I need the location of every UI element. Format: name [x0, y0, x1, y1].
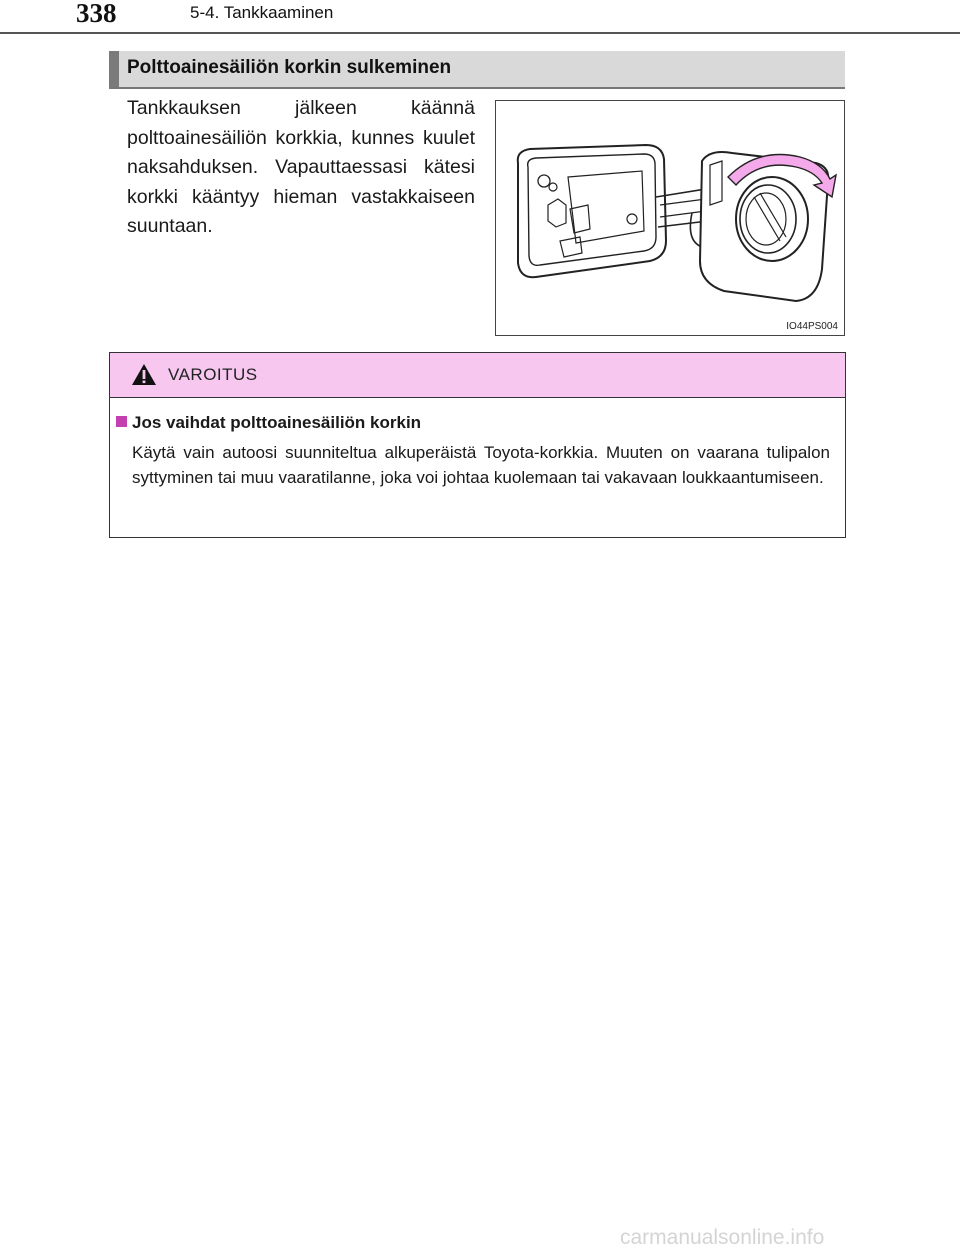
fuel-cap-illustration [495, 100, 845, 336]
header-rule [0, 32, 960, 34]
fuel-door-drawing [496, 101, 846, 337]
warning-triangle-icon [131, 363, 157, 386]
warning-header [110, 353, 845, 398]
warning-item-title-text: Jos vaihdat polttoainesäiliön korkin [132, 413, 422, 432]
warning-box [109, 352, 846, 538]
square-bullet-icon [116, 416, 127, 427]
page-number: 338 [76, 0, 117, 28]
section-heading [109, 51, 845, 89]
watermark: carmanualsonline.info [620, 1226, 825, 1249]
warning-label: VAROITUS [168, 365, 258, 384]
figure-code: IO44PS004 [786, 321, 838, 332]
section-header: 5-4. Tankkaaminen [190, 3, 334, 22]
warning-item-text: Käytä vain autoosi suunniteltua alkuperäistä Toyota-korkkia. Muuten on vaarana tulipalon syttyminen tai muu vaaratilanne, joka voi johtaa kuolemaan tai vakavaan loukkaantumiseen. [132, 443, 830, 487]
section-heading-title: Polttoainesäiliön korkin sulkeminen [127, 57, 452, 78]
warning-item-title [116, 413, 421, 433]
heading-accent [109, 51, 119, 87]
instruction-text: Tankkauksen jälkeen käännä polttoainesäiliön korkkia, kunnes kuulet naksahduksen. Vapauttaessasi kätesi korkki kääntyy hieman vastakkaiseen suuntaan. [127, 97, 475, 237]
